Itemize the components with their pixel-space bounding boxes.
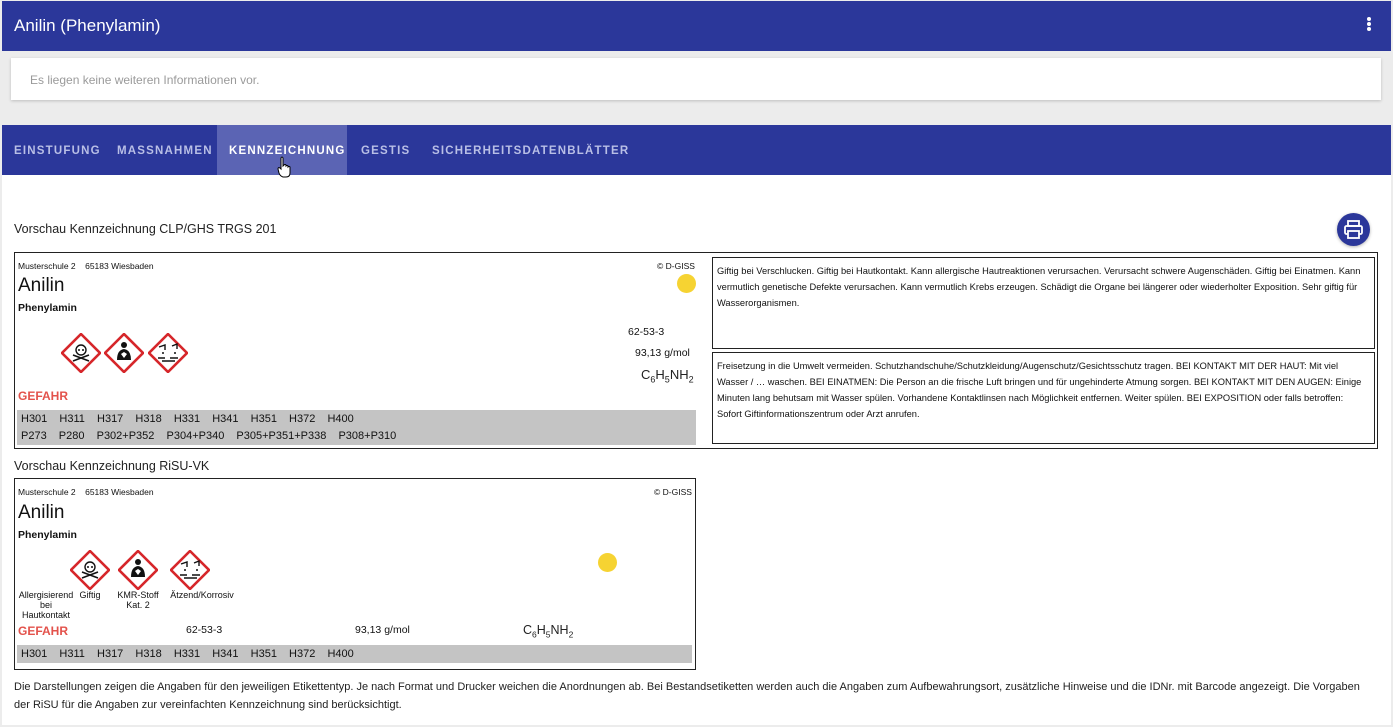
tab-massnahmen[interactable]: MASSNAHMEN [117,145,213,157]
hand-cursor-icon [277,156,291,178]
clp-molar-mass: 93,13 g/mol [635,347,690,359]
app-bar [2,1,1391,51]
tab-kennzeichnung[interactable]: KENNZEICHNUNG [217,125,347,175]
pictogram-label-allergisierend: Allergisierend bei Hautkontakt [18,590,74,620]
ghs06-skull-icon [61,333,101,373]
clp-synonym: Phenylamin [18,302,77,314]
risu-school: Musterschule 2 65183 Wiesbaden [18,487,154,497]
printer-icon [1337,213,1370,246]
clp-hazard-statements: Giftig bei Verschlucken. Giftig bei Hautkontakt. Kann allergische Hautreaktionen verursachen. Verursacht schwere Augenschäden. Giftig bei Einatmen. Kann vermutlich genetische Defekte verursachen. Kann vermutlich Krebs erzeugen. Schädigt die Organe bei längerer oder wiederholter Exposition. Sehr giftig für Wasserorganismen. [712,257,1375,349]
clp-formula: $C_6H_5NH_2$ [641,367,694,385]
clp-status-dot [677,274,696,293]
ghs08-health-hazard-icon [118,550,158,590]
ghs06-skull-icon [70,550,110,590]
clp-precautionary-statements: Freisetzung in die Umwelt vermeiden. Schutzhandschuhe/Schutzkleidung/Augenschutz/Gesichtsschutz tragen. BEI KONTAKT MIT DER HAUT: Mit viel Wasser / … waschen. BEI EINATMEN: Die Person an die frische Luft bringen und für ungehinderte Atmung sorgen. BEI KONTAKT MIT DEN AUGEN: Einige Minuten lang behutsam mit Wasser spülen. Vorhandene Kontaktlinsen nach Möglichkeit entfernen. Weiter spülen. BEI EXPOSITION oder falls betroffen: Sofort Giftinformationszentrum oder Arzt anrufen. [712,352,1375,444]
risu-formula: $C_6H_5NH_2$ [523,623,574,640]
clp-section-title: Vorschau Kennzeichnung CLP/GHS TRGS 201 [14,222,277,236]
pictogram-label-aetzend: Ätzend/Korrosiv [170,590,234,600]
tab-einstufung[interactable]: EINSTUFUNG [14,145,101,157]
ghs05-corrosion-icon [148,333,188,373]
clp-p-codes: P273 P280 P302+P352 P304+P340 P305+P351+P338 P308+P310 [21,430,397,442]
clp-cas: 62-53-3 [628,326,665,338]
info-card [11,58,1381,100]
page-title: Anilin (Phenylamin) [14,16,161,35]
clp-h-codes: H301 H311 H317 H318 H331 H341 H351 H372 H400 [21,413,354,425]
risu-cas: 62-53-3 [186,624,223,636]
more-vert-icon[interactable] [1359,16,1379,36]
tab-bar [2,125,1391,175]
risu-signal-word: GEFAHR [18,624,69,638]
tab-sicherheitsdatenblaetter[interactable]: SICHERHEITSDATENBLÄTTER [432,145,630,157]
print-button[interactable] [1337,213,1370,246]
risu-section-title: Vorschau Kennzeichnung RiSU-VK [14,459,210,473]
clp-substance-name: Anilin [18,275,65,296]
pictogram-label-kmr: KMR-Stoff Kat. 2 [117,590,159,610]
clp-school: Musterschule 2 65183 Wiesbaden [18,261,154,271]
pictogram-label-giftig: Giftig [79,590,101,600]
info-text: Es liegen keine weiteren Informationen vor. [30,73,260,87]
risu-label [14,478,696,670]
risu-synonym: Phenylamin [18,529,77,541]
clp-hazard-codes [17,410,696,445]
tab-gestis[interactable]: GESTIS [361,145,411,157]
clp-copyright: © D-GISS [657,261,695,271]
clp-signal-word: GEFAHR [18,389,69,403]
risu-h-codes: H301 H311 H317 H318 H331 H341 H351 H372 H400 [17,645,692,663]
risu-molar-mass: 93,13 g/mol [355,624,410,636]
ghs08-health-hazard-icon [104,333,144,373]
risu-status-dot [598,553,617,572]
footer-note: Die Darstellungen zeigen die Angaben für den jeweiligen Etikettentyp. Je nach Format und Drucker weichen die Anordnungen ab. Bei Bestandsetiketten werden auch die Angaben zum Aufbewahrungsort, zusätzliche Hinweise und die IDNr. mit Barcode angezeigt. Die Vorgaben der RiSU für die Angaben zur vereinfachten Kennzeichnung sind berücksichtigt. [14,681,1360,711]
risu-substance-name: Anilin [18,502,65,523]
ghs05-corrosion-icon [170,550,210,590]
risu-copyright: © D-GISS [654,487,692,497]
